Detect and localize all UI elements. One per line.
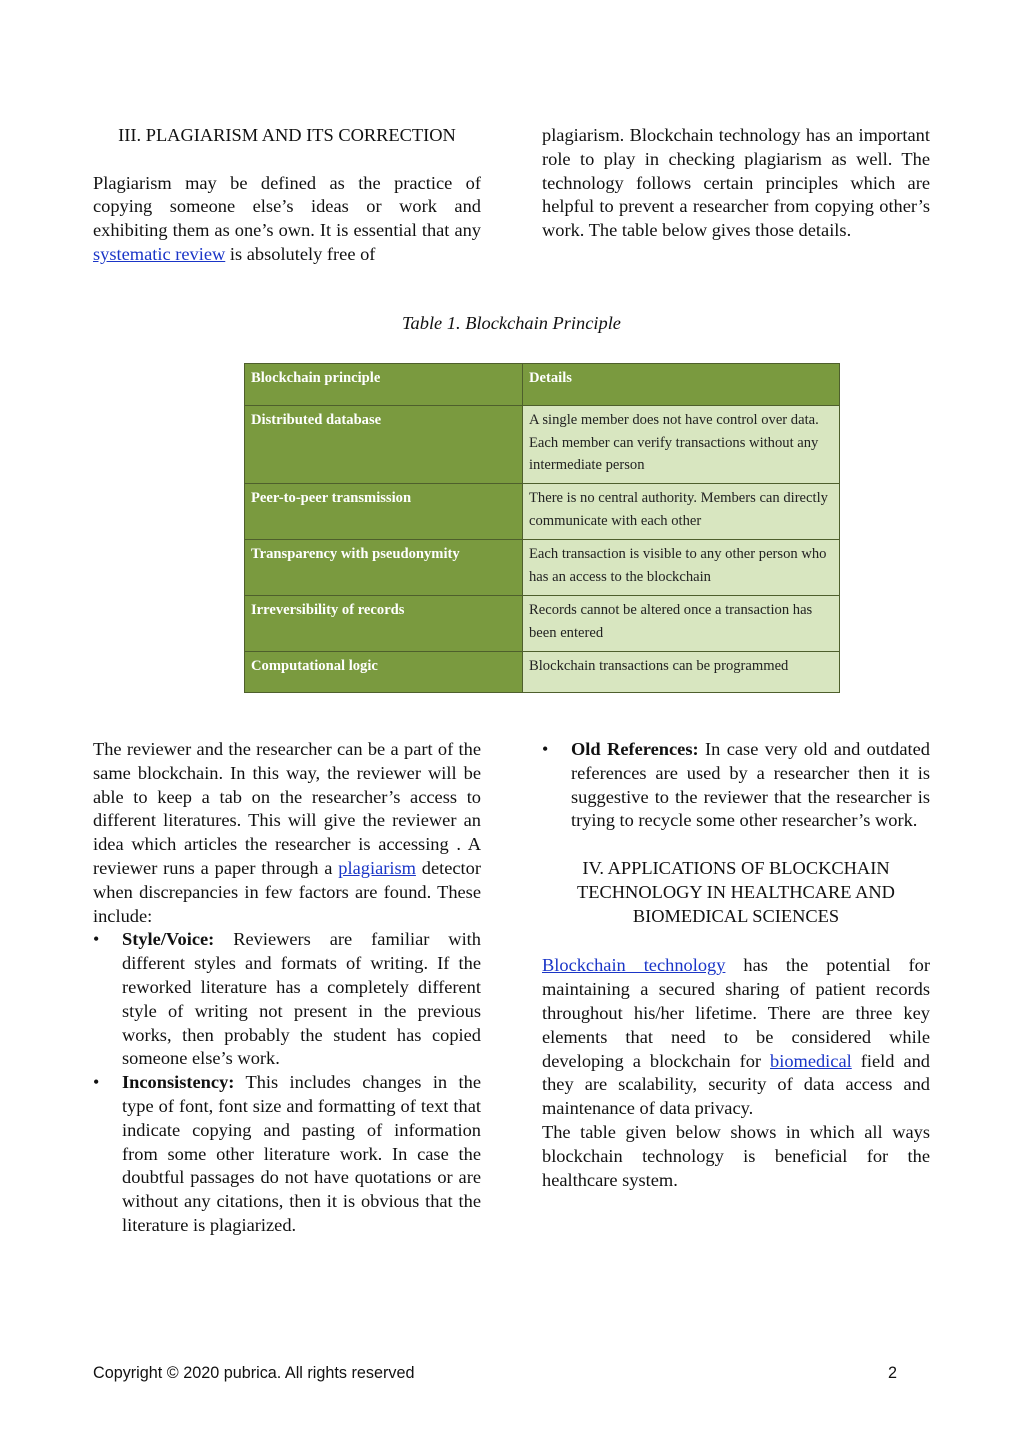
- section4-heading-line2: TECHNOLOGY IN HEALTHCARE AND: [577, 881, 895, 902]
- principle-cell: Computational logic: [245, 652, 523, 693]
- reviewer-text-after-link: detector when discrepancies in few factors are found. These include:: [93, 857, 481, 926]
- details-cell: There is no central authority. Members can directly communicate with each other: [523, 484, 840, 540]
- old-references-list: [542, 738, 930, 833]
- table-caption: Table 1. Blockchain Principle: [402, 313, 621, 333]
- table-row: [245, 406, 840, 484]
- header-principle: Blockchain principle: [245, 364, 523, 406]
- principle-cell: Irreversibility of records: [245, 596, 523, 652]
- reviewer-column: [93, 738, 481, 1238]
- section3-column-top: [93, 124, 481, 267]
- principle-cell: Distributed database: [245, 406, 523, 484]
- section3-text-after-link-left: is absolutely free of: [225, 243, 376, 264]
- list-item-term: Inconsistency:: [122, 1072, 235, 1093]
- page-footer: [93, 1364, 897, 1383]
- section4-heading-line3: BIOMEDICAL SCIENCES: [632, 905, 840, 926]
- header-details: Details: [523, 364, 840, 406]
- list-item: [93, 1071, 481, 1238]
- table-row: [245, 484, 840, 540]
- section4-text-mid: has the potential for maintaining a secured sharing of patient records throughout his/her lifetime. There are three key elements that need to be considered while developing a blockchain for: [542, 955, 930, 1071]
- table-row: [245, 596, 840, 652]
- list-item: [93, 928, 481, 1071]
- section4-paragraph2: The table given below shows in which all ways blockchain technology is beneficial for the healthcare system.: [542, 1121, 930, 1190]
- details-cell: Each transaction is visible to any other person who has an access to the blockchain: [523, 540, 840, 596]
- table-row: [245, 540, 840, 596]
- list-item-term: Style/Voice:: [122, 929, 215, 950]
- section4-text-after: field and they are scalability, security of data access and maintenance of data privacy.: [542, 1050, 930, 1119]
- list-item-text: In case very old and outdated references are used by a researcher then it is suggestive to the reviewer that the researcher is trying to recycle some other researcher’s work.: [571, 739, 930, 831]
- discrepancy-list: [93, 928, 481, 1237]
- list-item-text: Reviewers are familiar with different styles and formats of writing. If the reworked literature has a completely different style of writing not present in the previous works, then probably the student has copied someone else’s work.: [122, 929, 481, 1069]
- details-cell: Blockchain transactions can be programmed: [523, 652, 840, 693]
- blockchain-technology-link[interactable]: Blockchain technology: [542, 955, 726, 976]
- blockchain-principle-table: [244, 363, 840, 693]
- list-item: [542, 738, 930, 833]
- section3-paragraph-continued: plagiarism. Blockchain technology has an important role to play in checking plagiarism as well. The technology follows certain principles which are helpful to prevent a researcher from copying other’s work. The table below gives those details.: [542, 125, 930, 241]
- reviewer-text-before-link: The reviewer and the researcher can be a part of the same blockchain. In this way, the reviewer will be able to keep a tab on the researcher’s access to different literatures. This will give the reviewer an idea which articles the researcher is accessing . A reviewer runs a paper through a: [93, 739, 481, 878]
- section3-paragraph-part1: [93, 172, 481, 267]
- section4-heading: [542, 857, 930, 928]
- plagiarism-link[interactable]: plagiarism: [338, 857, 416, 878]
- section3-column-right: [542, 124, 930, 243]
- systematic-review-link[interactable]: systematic review: [93, 243, 226, 264]
- section4-column: [542, 738, 930, 1192]
- biomedical-link[interactable]: biomedical: [770, 1050, 852, 1071]
- section3-heading: III. PLAGIARISM AND ITS CORRECTION: [118, 125, 456, 145]
- reviewer-paragraph: [93, 738, 481, 928]
- section4-heading-line1: IV. APPLICATIONS OF BLOCKCHAIN: [582, 857, 890, 878]
- principle-cell: Peer-to-peer transmission: [245, 484, 523, 540]
- details-cell: A single member does not have control over data. Each member can verify transactions without any intermediate person: [523, 406, 840, 484]
- list-item-text: This includes changes in the type of font, font size and formatting of text that indicate copying and pasting of information from some other literature work. In case the doubtful passages do not have quotations or are without any citations, then it is obvious that the literature is plagiarized.: [122, 1072, 481, 1235]
- page-number: 2: [887, 1364, 897, 1382]
- table-header-row: [245, 364, 840, 406]
- principle-cell: Transparency with pseudonymity: [245, 540, 523, 596]
- details-cell: Records cannot be altered once a transaction has been entered: [523, 596, 840, 652]
- section3-text-before-link: Plagiarism may be defined as the practice of copying someone else’s ideas or work and exhibiting them as one’s own. It is essential that any: [93, 172, 481, 241]
- table-row: [245, 652, 840, 693]
- list-item-term: Old References:: [571, 739, 699, 759]
- section4-paragraph1: [542, 954, 930, 1121]
- copyright-text: Copyright © 2020 pubrica. All rights reserved: [93, 1364, 415, 1382]
